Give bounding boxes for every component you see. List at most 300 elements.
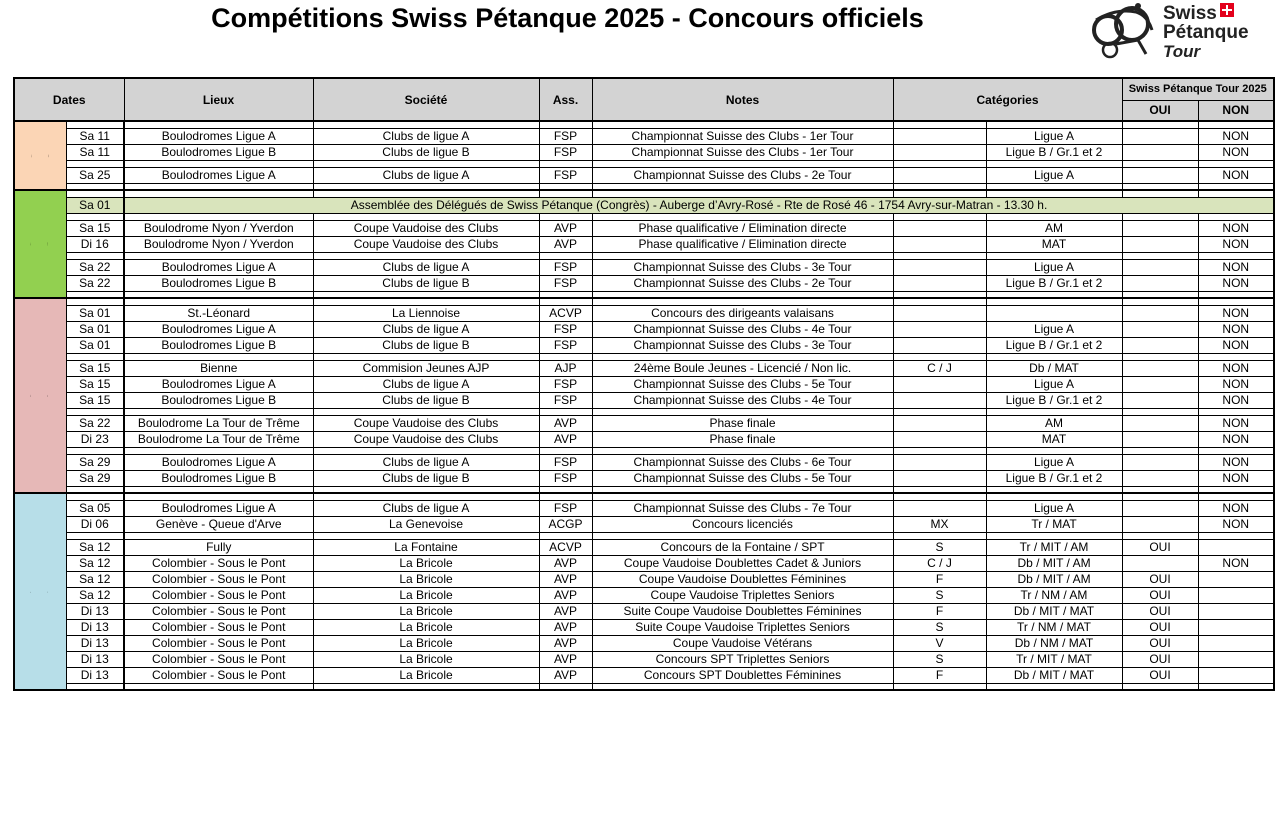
category-cell: V [893,635,986,651]
lieu-cell: Colombier - Sous le Pont [124,619,313,635]
empty-cell [1122,408,1198,415]
logo-text-petanque: Pétanque [1163,22,1249,43]
association-cell: FSP [539,321,592,337]
tour-oui-cell [1122,220,1198,236]
table-row [14,603,1274,619]
empty-cell [124,353,313,360]
table-row [14,220,1274,236]
month-label-2 [14,298,66,493]
category-cell: C / J [893,555,986,571]
societe-cell: Clubs de ligue A [313,259,539,275]
lieu-cell: Boulodromes Ligue A [124,454,313,470]
association-cell: AVP [539,635,592,651]
spacer-row [14,213,1274,220]
notes-cell: Coupe Vaudoise Vétérans [592,635,893,651]
empty-cell [66,683,124,690]
table-row [14,167,1274,183]
date-cell: Di 13 [66,603,124,619]
category-cell: S [893,539,986,555]
empty-cell [66,298,124,305]
empty-cell [1198,252,1274,259]
association-cell: ACVP [539,539,592,555]
date-cell: Sa 12 [66,587,124,603]
empty-cell [1122,683,1198,690]
date-cell: Sa 15 [66,392,124,408]
empty-cell [539,213,592,220]
societe-cell: Clubs de ligue B [313,392,539,408]
lieu-cell: Bienne [124,360,313,376]
empty-cell [313,213,539,220]
empty-cell [986,353,1122,360]
category-cell: F [893,603,986,619]
association-cell: AVP [539,571,592,587]
association-cell: AVP [539,651,592,667]
societe-cell: La Bricole [313,667,539,683]
spacer-row [14,183,1274,190]
empty-cell [893,190,986,197]
table-row [14,454,1274,470]
association-cell: FSP [539,454,592,470]
empty-cell [66,532,124,539]
header-non: NON [1198,100,1274,121]
societe-cell: Coupe Vaudoise des Clubs [313,431,539,447]
category-cell: C / J [893,360,986,376]
swiss-petanque-tour-logo [1086,0,1276,62]
tour-non-cell [1198,587,1274,603]
tour-non-cell: NON [1198,220,1274,236]
empty-cell [124,298,313,305]
notes-cell: Championnat Suisse des Clubs - 6e Tour [592,454,893,470]
date-cell: Sa 15 [66,376,124,392]
date-cell: Sa 15 [66,360,124,376]
empty-cell [592,486,893,493]
tour-oui-cell [1122,259,1198,275]
category-cell: F [893,667,986,683]
category-cell [893,415,986,431]
empty-cell [313,121,539,128]
association-cell: FSP [539,167,592,183]
lieu-cell: Colombier - Sous le Pont [124,555,313,571]
category-detail-cell: Ligue A [986,500,1122,516]
month-name-fr: Mars [31,394,33,397]
category-detail-cell: Db / MAT [986,360,1122,376]
category-detail-cell: Ligue B / Gr.1 et 2 [986,392,1122,408]
table-row [14,128,1274,144]
tour-non-cell: NON [1198,305,1274,321]
empty-cell [1122,298,1198,305]
empty-cell [66,183,124,190]
table-body [14,121,1274,690]
date-cell: Sa 01 [66,197,124,213]
empty-cell [313,408,539,415]
spacer-row [14,683,1274,690]
category-detail-cell: Ligue B / Gr.1 et 2 [986,144,1122,160]
table-row [14,431,1274,447]
table-row [14,275,1274,291]
lieu-cell: Boulodromes Ligue B [124,337,313,353]
empty-cell [592,353,893,360]
empty-cell [539,493,592,500]
empty-cell [124,447,313,454]
empty-cell [539,486,592,493]
table-row [14,321,1274,337]
empty-cell [893,291,986,298]
category-detail-cell: Ligue B / Gr.1 et 2 [986,470,1122,486]
tour-oui-cell [1122,454,1198,470]
tour-oui-cell: OUI [1122,587,1198,603]
tour-oui-cell [1122,337,1198,353]
societe-cell: Clubs de ligue A [313,500,539,516]
month-name-de: Januar [48,153,50,158]
tour-non-cell: NON [1198,454,1274,470]
association-cell: ACGP [539,516,592,532]
header-swiss-petanque-tour: Swiss Pétanque Tour 2025 [1122,78,1274,100]
empty-cell [986,291,1122,298]
spacer-row [14,160,1274,167]
association-cell: AVP [539,236,592,252]
association-cell: AVP [539,603,592,619]
notes-cell: Coupe Vaudoise Triplettes Seniors [592,587,893,603]
tour-non-cell [1198,571,1274,587]
tour-oui-cell: OUI [1122,571,1198,587]
tour-non-cell: NON [1198,500,1274,516]
empty-cell [1198,486,1274,493]
category-detail-cell [986,305,1122,321]
empty-cell [1198,447,1274,454]
table-row [14,415,1274,431]
tour-oui-cell [1122,431,1198,447]
societe-cell: Clubs de ligue A [313,454,539,470]
association-cell: AVP [539,555,592,571]
category-detail-cell: MAT [986,431,1122,447]
spacer-row [14,291,1274,298]
empty-cell [893,486,986,493]
category-cell [893,305,986,321]
empty-cell [592,408,893,415]
societe-cell: Commision Jeunes AJP [313,360,539,376]
tour-non-cell: NON [1198,516,1274,532]
date-cell: Sa 05 [66,500,124,516]
association-cell: FSP [539,144,592,160]
table-row [14,619,1274,635]
lieu-cell: Boulodrome La Tour de Trême [124,415,313,431]
societe-cell: Clubs de ligue B [313,144,539,160]
table-row [14,360,1274,376]
empty-cell [313,160,539,167]
category-cell [893,128,986,144]
date-cell: Di 23 [66,431,124,447]
swiss-flag-icon [1220,3,1234,17]
petanque-players-icon [1086,0,1162,60]
empty-cell [66,493,124,500]
societe-cell: La Bricole [313,619,539,635]
societe-cell: Coupe Vaudoise des Clubs [313,236,539,252]
date-cell: Sa 11 [66,128,124,144]
empty-cell [313,190,539,197]
page-title: Compétitions Swiss Pétanque 2025 - Concours officiels [211,3,924,33]
empty-cell [66,121,124,128]
empty-cell [893,252,986,259]
tour-oui-cell [1122,360,1198,376]
category-detail-cell: Db / MIT / AM [986,555,1122,571]
table-row [14,305,1274,321]
category-cell [893,470,986,486]
lieu-cell: Boulodromes Ligue A [124,128,313,144]
tour-non-cell: NON [1198,275,1274,291]
category-cell [893,337,986,353]
societe-cell: Clubs de ligue B [313,275,539,291]
empty-cell [986,493,1122,500]
tour-oui-cell [1122,167,1198,183]
empty-cell [539,252,592,259]
lieu-cell: Colombier - Sous le Pont [124,603,313,619]
empty-cell [986,532,1122,539]
notes-cell: Coupe Vaudoise Doublettes Cadet & Juniors [592,555,893,571]
empty-cell [66,252,124,259]
empty-cell [539,190,592,197]
empty-cell [124,121,313,128]
notes-cell: Championnat Suisse des Clubs - 3e Tour [592,259,893,275]
month-label-1 [14,190,66,298]
notes-cell: Suite Coupe Vaudoise Triplettes Seniors [592,619,893,635]
empty-cell [592,183,893,190]
empty-cell [1122,486,1198,493]
empty-cell [124,493,313,500]
date-cell: Di 13 [66,651,124,667]
empty-cell [66,408,124,415]
lieu-cell: Boulodrome Nyon / Yverdon [124,220,313,236]
notes-cell: Concours des dirigeants valaisans [592,305,893,321]
table-row [14,337,1274,353]
date-cell: Sa 12 [66,555,124,571]
table-row [14,376,1274,392]
category-cell: S [893,587,986,603]
tour-oui-cell: OUI [1122,667,1198,683]
empty-cell [539,298,592,305]
logo-text-swiss: Swiss [1163,3,1217,24]
association-cell: AVP [539,619,592,635]
empty-cell [539,408,592,415]
spacer-row [14,353,1274,360]
empty-cell [986,183,1122,190]
category-cell [893,376,986,392]
empty-cell [893,121,986,128]
category-detail-cell: Ligue A [986,259,1122,275]
lieu-cell: Boulodromes Ligue B [124,144,313,160]
category-detail-cell: Db / MIT / MAT [986,667,1122,683]
empty-cell [1122,160,1198,167]
category-detail-cell: MAT [986,236,1122,252]
association-cell: FSP [539,259,592,275]
tour-non-cell: NON [1198,415,1274,431]
notes-cell: Championnat Suisse des Clubs - 2e Tour [592,167,893,183]
notes-cell: Concours SPT Doublettes Féminines [592,667,893,683]
category-cell: MX [893,516,986,532]
societe-cell: La Bricole [313,587,539,603]
societe-cell: La Genevoise [313,516,539,532]
association-cell: AVP [539,415,592,431]
lieu-cell: Colombier - Sous le Pont [124,587,313,603]
empty-cell [313,532,539,539]
empty-cell [592,252,893,259]
category-detail-cell: Tr / MAT [986,516,1122,532]
tour-non-cell [1198,603,1274,619]
societe-cell: Coupe Vaudoise des Clubs [313,220,539,236]
empty-cell [893,683,986,690]
empty-cell [539,532,592,539]
empty-cell [986,160,1122,167]
empty-cell [893,493,986,500]
table-row [14,516,1274,532]
tour-oui-cell [1122,144,1198,160]
month-name-de: April [48,590,50,593]
date-cell: Sa 01 [66,321,124,337]
date-cell: Sa 01 [66,337,124,353]
tour-oui-cell [1122,236,1198,252]
notes-cell: Championnat Suisse des Clubs - 1er Tour [592,144,893,160]
header-lieux: Lieux [124,78,313,121]
category-detail-cell: Ligue A [986,376,1122,392]
tour-non-cell [1198,651,1274,667]
logo-text-tour: Tour [1163,42,1201,61]
category-cell [893,431,986,447]
empty-cell [893,160,986,167]
date-cell: Di 13 [66,619,124,635]
empty-cell [1122,353,1198,360]
association-cell: FSP [539,376,592,392]
societe-cell: Clubs de ligue A [313,376,539,392]
association-cell: FSP [539,470,592,486]
spacer-row [14,190,1274,197]
tour-oui-cell [1122,415,1198,431]
category-detail-cell: Ligue B / Gr.1 et 2 [986,337,1122,353]
empty-cell [592,683,893,690]
societe-cell: Clubs de ligue B [313,470,539,486]
association-cell: AVP [539,220,592,236]
empty-cell [539,291,592,298]
tour-oui-cell [1122,275,1198,291]
date-cell: Sa 22 [66,259,124,275]
header-ass: Ass. [539,78,592,121]
societe-cell: La Bricole [313,635,539,651]
empty-cell [313,183,539,190]
empty-cell [1198,190,1274,197]
tour-non-cell: NON [1198,376,1274,392]
table-row [14,571,1274,587]
date-cell: Di 16 [66,236,124,252]
notes-cell: 24ème Boule Jeunes - Licencié / Non lic. [592,360,893,376]
empty-cell [124,683,313,690]
category-cell [893,259,986,275]
category-detail-cell: Db / NM / MAT [986,635,1122,651]
societe-cell: La Bricole [313,555,539,571]
empty-cell [893,213,986,220]
lieu-cell: Colombier - Sous le Pont [124,571,313,587]
societe-cell: La Liennoise [313,305,539,321]
date-cell: Sa 22 [66,415,124,431]
header-notes: Notes [592,78,893,121]
empty-cell [1122,252,1198,259]
tour-non-cell [1198,539,1274,555]
empty-cell [986,683,1122,690]
association-cell: FSP [539,500,592,516]
tour-oui-cell [1122,321,1198,337]
category-cell [893,220,986,236]
empty-cell [539,353,592,360]
notes-cell: Championnat Suisse des Clubs - 5e Tour [592,470,893,486]
empty-cell [66,190,124,197]
empty-cell [592,447,893,454]
empty-cell [1198,291,1274,298]
empty-cell [986,252,1122,259]
table-row [14,539,1274,555]
societe-cell: Clubs de ligue A [313,321,539,337]
lieu-cell: Boulodrome Nyon / Yverdon [124,236,313,252]
empty-cell [1198,183,1274,190]
tour-non-cell: NON [1198,470,1274,486]
month-label-0 [14,121,66,190]
tour-oui-cell: OUI [1122,635,1198,651]
date-cell: Di 13 [66,635,124,651]
month-name-fr: Janvier [31,153,33,158]
empty-cell [592,213,893,220]
empty-cell [592,298,893,305]
spacer-row [14,121,1274,128]
table-row [14,555,1274,571]
empty-cell [313,683,539,690]
empty-cell [592,160,893,167]
header-categories: Catégories [893,78,1122,121]
association-cell: FSP [539,128,592,144]
spacer-row [14,447,1274,454]
tour-non-cell: NON [1198,555,1274,571]
lieu-cell: Boulodromes Ligue B [124,275,313,291]
lieu-cell: Boulodromes Ligue A [124,259,313,275]
empty-cell [986,447,1122,454]
category-detail-cell: Tr / NM / AM [986,587,1122,603]
empty-cell [313,493,539,500]
lieu-cell: Genève - Queue d'Arve [124,516,313,532]
month-name [23,394,57,396]
table-row [14,651,1274,667]
empty-cell [1198,298,1274,305]
category-detail-cell: AM [986,220,1122,236]
lieu-cell: Boulodromes Ligue B [124,392,313,408]
empty-cell [66,353,124,360]
table-row [14,144,1274,160]
empty-cell [893,298,986,305]
category-cell: F [893,571,986,587]
month-name [23,154,57,157]
tour-oui-cell [1122,128,1198,144]
notes-cell: Coupe Vaudoise Doublettes Féminines [592,571,893,587]
tour-non-cell [1198,667,1274,683]
empty-cell [66,486,124,493]
empty-cell [124,213,313,220]
tour-non-cell: NON [1198,128,1274,144]
empty-cell [313,353,539,360]
notes-cell: Championnat Suisse des Clubs - 4e Tour [592,321,893,337]
tour-non-cell: NON [1198,360,1274,376]
empty-cell [1198,532,1274,539]
notes-cell: Concours de la Fontaine / SPT [592,539,893,555]
category-detail-cell: AM [986,415,1122,431]
notes-cell: Championnat Suisse des Clubs - 7e Tour [592,500,893,516]
category-detail-cell: Tr / MIT / MAT [986,651,1122,667]
month-name-de: März [48,394,50,397]
association-cell: AJP [539,360,592,376]
empty-cell [313,447,539,454]
